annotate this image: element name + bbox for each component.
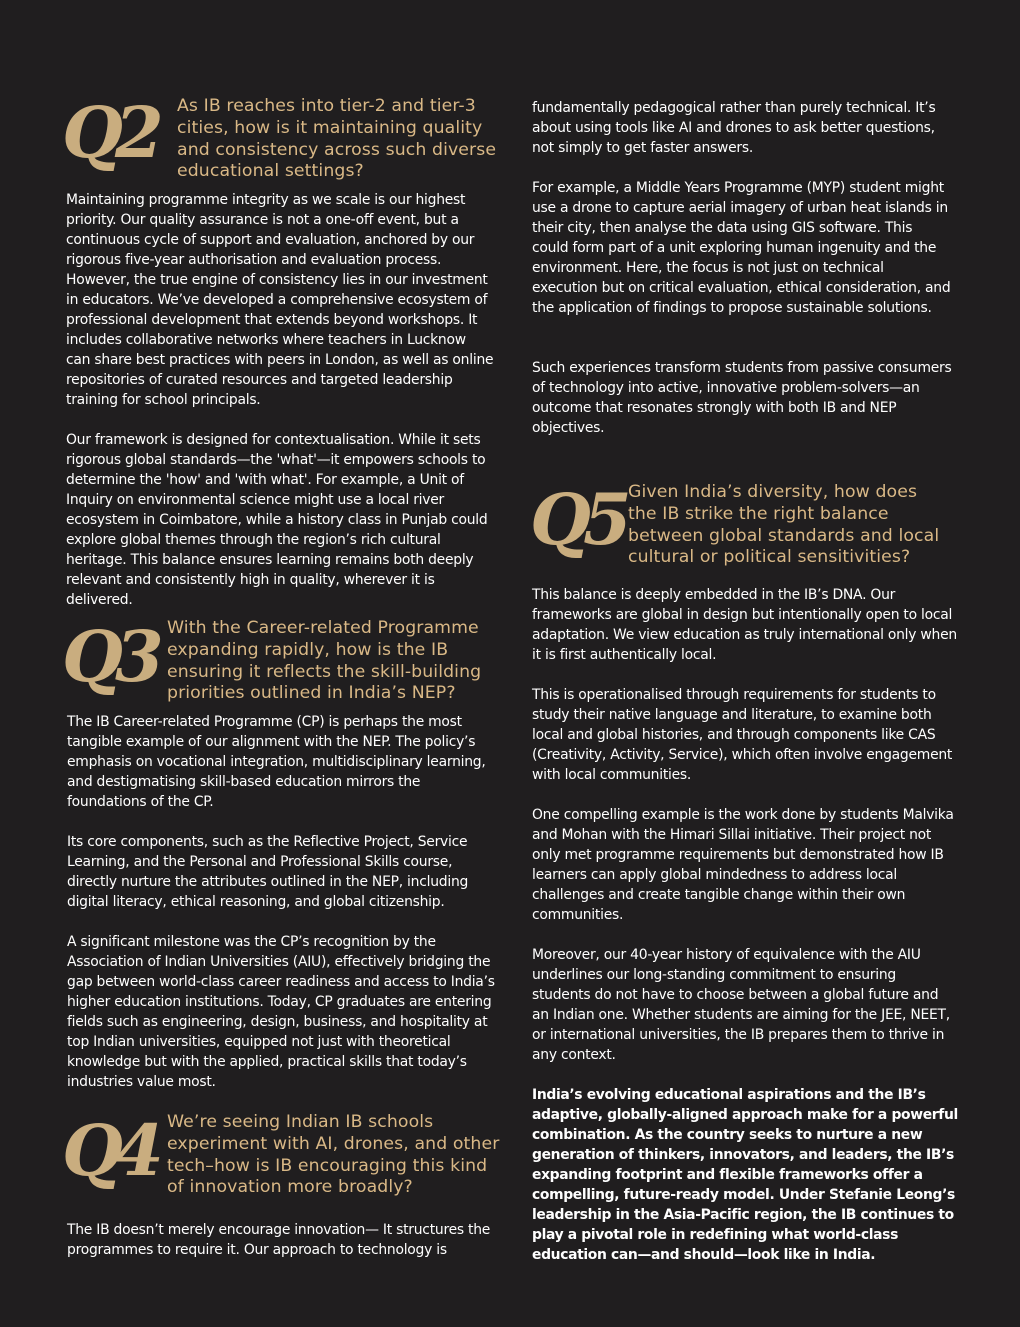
q4-answer-p2: For example, a Middle Years Programme (MYP) student might use a drone to capture aerial imagery of urban heat islands in their city, then analyse the data using GIS software. This could form part of a unit exploring human ingenuity and the environment. Here, the focus is not just on technical execution but on critical evaluation, ethical consideration, and the application of findings to propose sustainable solutions. (532, 180, 951, 316)
q3-answer-p2: Its core components, such as the Reflective Project, Service Learning, and the Personal and Professional Skills course, directly nurture the attributes outlined in the NEP, including digital literacy, ethical reasoning, and global citizenship. (67, 834, 469, 910)
q4-answer-p1: The IB doesn’t merely encourage innovation— It structures the programmes to require it. Our approach to technology is (67, 1222, 491, 1258)
q5-answer-p2: This is operationalised through requirements for students to study their native language and literature, to examine both local and global histories, and through components like CAS (Creativity, Activity, Service), which often involve engagement with local communities. (532, 687, 953, 783)
q5-answer-p4: Moreover, our 40-year history of equivalence with the AIU underlines our long-standing commitment to ensuring students do not have to choose between a global future and an Indian one. Whether students are aiming for the JEE, NEET, or international universities, the IB prepares them to thrive in any context. (532, 947, 950, 1063)
q4-mark: Q4 (62, 1109, 156, 1192)
q4-answer-p1-continued: fundamentally pedagogical rather than purely technical. It’s about using tools like AI and drones to ask better questions, not simply to get faster answers. (532, 100, 936, 156)
q3-mark: Q3 (62, 615, 156, 698)
q2-answer-p2: Our framework is designed for contextualisation. While it sets rigorous global standards—the 'what'—it empowers schools to determine the 'how' and 'with what'. For example, a Unit of Inquiry on environmental science might use a local river ecosystem in Coimbatore, while a history class in Punjab could explore global themes through the region’s rich cultural heritage. This balance ensures learning remains both deeply relevant and consistently high in quality, wherever it is delivered. (66, 432, 488, 608)
q4-question: We’re seeing Indian IB schools experiment with AI, drones, and other tech–how is IB encouraging this kind of innovation more broadly? (167, 1112, 500, 1198)
q3-answer-p1: The IB Career-related Programme (CP) is perhaps the most tangible example of our alignment with the NEP. The policy’s emphasis on vocational integration, multidisciplinary learning, and destigmatising skill-based education mirrors the foundations of the CP. (67, 714, 486, 810)
q2-answer-p1: Maintaining programme integrity as we scale is our highest priority. Our quality assurance is not a one-off event, but a continuous cycle of support and evaluation, anchored by our rigorous five-year authorisation and evaluation process. However, the true engine of consistency lies in our investment in educators. We’ve developed a comprehensive ecosystem of professional development that extends beyond workshops. It includes collaborative networks where teachers in Lucknow can share best practices with peers in London, as well as online repositories of curated resources and targeted leadership training for school principals. (66, 192, 494, 408)
q5-answer-p1: This balance is deeply embedded in the IB’s DNA. Our frameworks are global in design but intentionally open to local adaptation. We view education as truly international only when it is first authentically local. (532, 587, 957, 663)
q5-mark: Q5 (530, 478, 624, 561)
q3-answer-p3: A significant milestone was the CP’s recognition by the Association of Indian Universities (AIU), effectively bridging the gap between world-class career readiness and access to India’s higher education institutions. Today, CP graduates are entering fields such as engineering, design, business, and hospitality at top Indian universities, equipped not just with theoretical knowledge but with the applied, practical skills that today’s industries value most. (67, 934, 495, 1090)
q3-question: With the Career-related Programme expanding rapidly, how is the IB ensuring it reflects the skill-building priorities outlined in India’s NEP? (167, 618, 482, 704)
q4-answer-p3: Such experiences transform students from passive consumers of technology into active, innovative problem-solvers—an outcome that resonates strongly with both IB and NEP objectives. (532, 360, 952, 436)
conclusion: India’s evolving educational aspirations and the IB’s adaptive, globally-aligned approach make for a powerful combination. As the country seeks to nurture a new generation of thinkers, innovators, and leaders, the IB’s expanding footprint and flexible frameworks offer a compelling, future-ready model. Under Stefanie Leong’s leadership in the Asia-Pacific region, the IB continues to play a pivotal role in redefining what world-class education can—and should—look like in India. (532, 1087, 958, 1263)
q5-question: Given India’s diversity, how does the IB strike the right balance between global standards and local cultural or political sensitivities? (628, 482, 940, 568)
q2-question: As IB reaches into tier-2 and tier-3 cities, how is it maintaining quality and consistency across such diverse educational settings? (177, 96, 497, 182)
q2-mark: Q2 (62, 91, 156, 174)
q5-answer-p3: One compelling example is the work done by students Malvika and Mohan with the Himari Sillai initiative. Their project not only met programme requirements but demonstrated how IB learners can apply global mindedness to address local challenges and create tangible change within their own communities. (532, 807, 954, 923)
